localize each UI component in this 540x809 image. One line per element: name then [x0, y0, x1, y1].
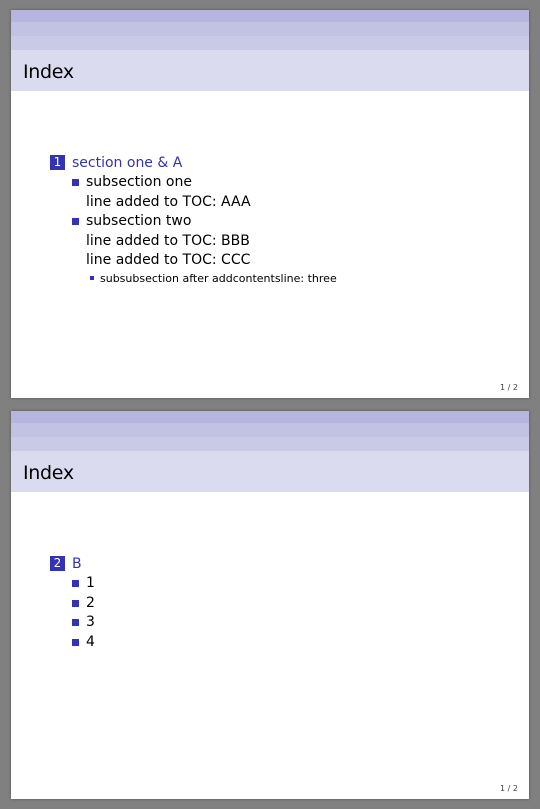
section-number-badge: 2 — [50, 556, 65, 571]
square-bullet-icon — [72, 580, 79, 587]
subsubsection-title[interactable]: subsubsection after addcontentsline: three — [100, 271, 337, 285]
toc-subsection[interactable] — [50, 633, 95, 653]
square-bullet-icon — [72, 179, 79, 186]
toc-subsubsection[interactable] — [50, 271, 337, 286]
toc-subsection[interactable] — [50, 212, 337, 232]
headline-band-1 — [11, 10, 529, 22]
toc-subsection[interactable] — [50, 594, 95, 614]
toc-subsection[interactable] — [50, 613, 95, 633]
headline-band-4 — [11, 451, 529, 492]
page-number: 1 / 2 — [500, 784, 518, 793]
headline-band-3 — [11, 437, 529, 451]
square-bullet-icon — [72, 639, 79, 646]
toc-added-line — [50, 193, 337, 213]
table-of-contents — [50, 153, 337, 286]
section-title[interactable]: B — [72, 555, 82, 572]
section-number-badge: 1 — [50, 155, 65, 170]
frame-headline — [11, 10, 529, 91]
small-square-bullet-icon — [90, 276, 94, 280]
headline-band-4 — [11, 50, 529, 91]
toc-line-text: line added to TOC: AAA — [86, 193, 251, 210]
toc-subsection[interactable] — [50, 173, 337, 193]
toc-section[interactable] — [50, 153, 337, 172]
headline-band-2 — [11, 423, 529, 437]
subsection-title[interactable]: subsection two — [86, 213, 192, 229]
page-number: 1 / 2 — [500, 383, 518, 392]
square-bullet-icon — [72, 218, 79, 225]
frame-title: Index — [23, 61, 74, 83]
toc-subsection[interactable] — [50, 574, 95, 594]
slide-1 — [11, 10, 529, 398]
toc-line-text: line added to TOC: BBB — [86, 232, 250, 249]
subsection-title[interactable]: 3 — [86, 614, 95, 630]
subsection-title[interactable]: 2 — [86, 594, 95, 611]
toc-line-text: line added to TOC: CCC — [86, 252, 251, 268]
subsection-title[interactable]: 4 — [86, 633, 95, 650]
headline-band-3 — [11, 36, 529, 50]
headline-band-2 — [11, 22, 529, 36]
slide-2 — [11, 411, 529, 799]
subsection-title[interactable]: subsection one — [86, 174, 192, 190]
square-bullet-icon — [72, 619, 79, 626]
section-title[interactable]: section one & A — [72, 154, 183, 171]
headline-band-1 — [11, 411, 529, 423]
square-bullet-icon — [72, 600, 79, 607]
table-of-contents — [50, 554, 95, 652]
toc-section[interactable] — [50, 554, 95, 573]
toc-added-line — [50, 251, 337, 271]
subsection-title[interactable]: 1 — [86, 575, 95, 591]
frame-headline — [11, 411, 529, 492]
toc-added-line — [50, 232, 337, 252]
frame-title: Index — [23, 462, 74, 484]
